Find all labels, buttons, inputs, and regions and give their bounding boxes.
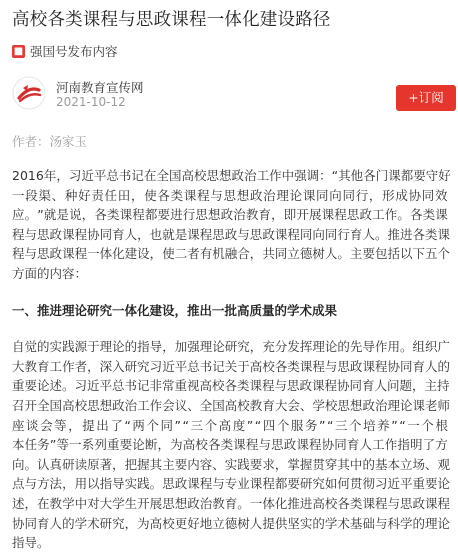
text-line: 座 谈 会 等 ， 提 出 了 “ 两 个 同 ” “ 三 个 高 度 ” “ 四 个 服 务 ” “ 三 个 培 养 ” “ 一 个 根 — [12, 417, 448, 433]
subscribe-button[interactable]: +订阅 — [396, 85, 456, 111]
source-row — [12, 42, 118, 60]
text-line: 协 同 育 人 的 学 术 研 究 ， 为 高 校 更 好 地 立 德 树 人 提 供 坚 实 的 学 术 基 础 与 科 学 的 理 论 — [12, 515, 451, 531]
text-line: 重要论述。习近平总书记非常重视高校各类课程与思政课程协同育人问题，主持 — [12, 378, 450, 394]
text-line: 程 与 思 政 课 程 协 同 育 人 ， 也 就 是 课 程 思 政 与 思 政 课 程 同 向 同 行 育 人 。 推 进 各 类 课 — [12, 226, 451, 242]
text-line: 应 。 ” 就 是 说 ， 各 类 课 程 都 要 进 行 思 想 政 治 教 育 ， 即 开 展 课 程 思 政 工 作 。 各 类 课 — [12, 207, 448, 223]
text-line: 方面的内容： — [12, 265, 88, 281]
publish-date: 2021-10-12 — [56, 95, 126, 109]
text-line: 自 觉 的 实 践 源 于 理 论 的 指 导 ， 加 强 理 论 研 究 ， 充 分 发 挥 理 论 的 先 导 作 用 。 组 织 广 — [12, 339, 451, 355]
article-title: 高校各类课程与思政课程一体化建设路径 — [12, 10, 331, 30]
text-line: 一 段 渠 、 种 好 责 任 田 ， 使 各 类 课 程 与 思 想 政 治 理 论 课 同 向 同 行 ， 形 成 协 同 效 — [12, 187, 448, 203]
section-heading: 一、推进理论研究一体化建设，推出一批高质量的学术成果 — [12, 302, 338, 318]
paragraph-1 — [12, 166, 451, 284]
publisher-row — [12, 76, 448, 112]
publisher-avatar[interactable] — [12, 76, 46, 110]
text-line: 2 0 1 6 年 ， 习 近 平 总 书 记 在 全 国 高 校 思 想 政 治 工 作 中 强 调 ： “ 其 他 各 门 课 都 要 守 好 — [12, 168, 451, 183]
publisher-logo-icon — [12, 76, 46, 110]
text-line: 程 与 思 政 课 程 一 体 化 建 设 ， 使 二 者 有 机 融 合 ， 共 同 立 德 树 人 。 主 要 包 括 以 下 五 个 — [12, 246, 451, 262]
source-badge-icon: ■ — [13, 45, 24, 57]
text-line: 述 ， 在 教 学 中 对 大 学 生 开 展 思 想 政 治 教 育 。 一 体 化 推 进 高 校 各 类 课 程 与 思 政 课 程 — [12, 495, 451, 511]
text-line: 召 开 全 国 高 校 思 想 政 治 工 作 会 议 、 全 国 高 校 教 育 大 会 、 学 校 思 想 政 治 理 论 课 老 师 — [12, 397, 451, 413]
article-body — [12, 166, 451, 553]
text-line: 本 任 务 ” 等 一 系 列 重 要 论 断 ， 为 高 校 各 类 课 程 与 思 政 课 程 协 同 育 人 工 作 指 明 了 方 — [12, 437, 448, 453]
source-label: 强国号发布内容 — [30, 44, 118, 59]
text-line: 点 与 方 法 ， 用 以 指 导 实 践 。 思 政 课 程 与 专 业 课 程 都 要 研 究 如 何 贯 彻 习 近 平 重 要 论 — [12, 476, 451, 492]
text-line: 大 教 育 工 作 者 ， 深 入 研 究 习 近 平 总 书 记 关 于 高 校 各 类 课 程 与 思 政 课 程 协 同 育 人 的 — [12, 358, 451, 374]
paragraph-2 — [12, 337, 451, 553]
text-line: 向 。 认 真 研 读 原 著 ， 把 握 其 主 要 内 容 、 实 践 要 求 ， 掌 握 贯 穿 其 中 的 基 本 立 场 、 观 — [12, 456, 451, 472]
author-byline: 作者：汤家玉 — [12, 134, 88, 149]
text-line: 指导。 — [12, 535, 50, 551]
publisher-name[interactable]: 河南教育宣传网 — [56, 80, 144, 95]
